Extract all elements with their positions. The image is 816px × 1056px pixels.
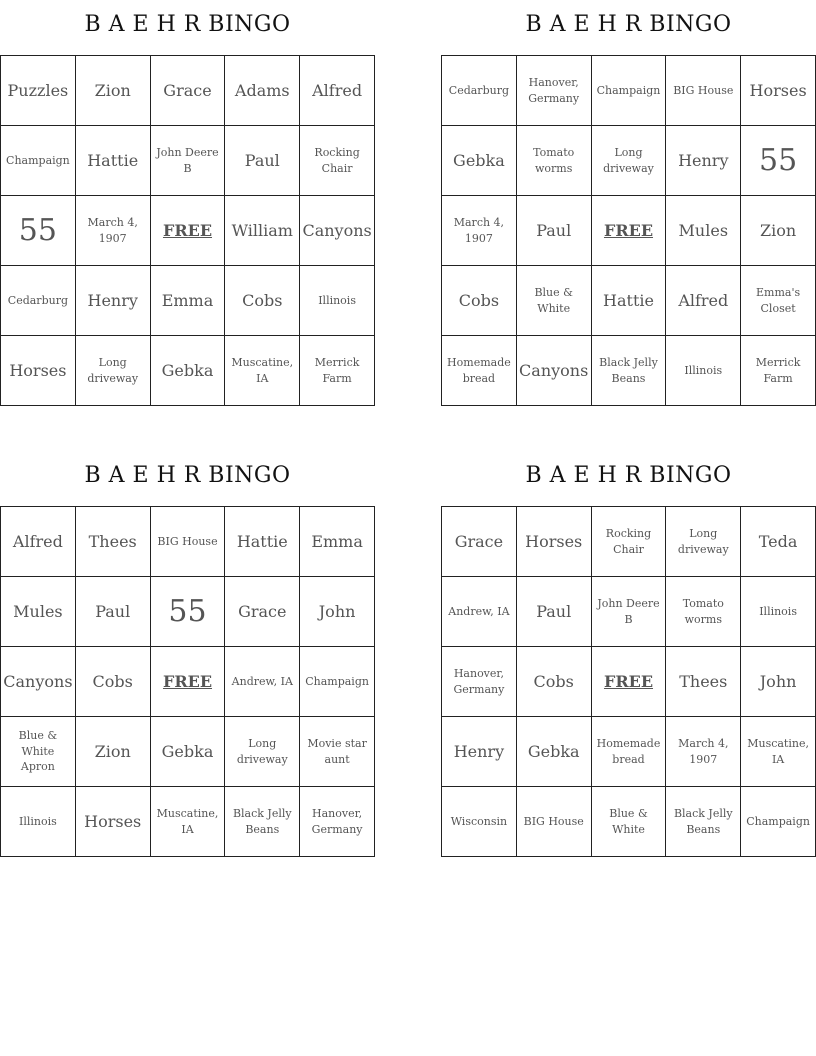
bingo-cell: Cedarburg: [442, 56, 517, 126]
card-title: B A E H R BINGO: [84, 12, 291, 37]
bingo-cell: Wisconsin: [442, 787, 517, 857]
free-space: FREE: [151, 647, 226, 717]
bingo-cell: Cobs: [225, 266, 300, 336]
bingo-cell: March 4, 1907: [666, 717, 741, 787]
bingo-cell: Black Jelly Beans: [592, 336, 667, 406]
bingo-cell: Black Jelly Beans: [666, 787, 741, 857]
bingo-cell: Emma: [151, 266, 226, 336]
bingo-cell: March 4, 1907: [76, 196, 151, 266]
card-title: B A E H R BINGO: [84, 463, 291, 488]
bingo-cell: Thees: [666, 647, 741, 717]
bingo-cell: Emma: [300, 507, 375, 577]
bingo-cell: Cobs: [442, 266, 517, 336]
bingo-cell: Champaign: [741, 787, 816, 857]
bingo-cell: Champaign: [592, 56, 667, 126]
bingo-cell: 55: [151, 577, 226, 647]
bingo-cell: Illinois: [1, 787, 76, 857]
bingo-cell: Long driveway: [76, 336, 151, 406]
bingo-cell: Rocking Chair: [592, 507, 667, 577]
bingo-cell: Gebka: [517, 717, 592, 787]
bingo-cell: Blue & White: [517, 266, 592, 336]
bingo-cell: John: [300, 577, 375, 647]
bingo-cell: 55: [1, 196, 76, 266]
bingo-cell: Horses: [1, 336, 76, 406]
bingo-cell: Gebka: [151, 336, 226, 406]
bingo-cell: Muscatine, IA: [151, 787, 226, 857]
free-space: FREE: [592, 647, 667, 717]
bingo-cell: Grace: [225, 577, 300, 647]
bingo-cell: Muscatine, IA: [741, 717, 816, 787]
bingo-cell: Gebka: [151, 717, 226, 787]
bingo-grid: [441, 55, 816, 406]
card-title: B A E H R BINGO: [525, 12, 732, 37]
bingo-cell: Hanover, Germany: [517, 56, 592, 126]
bingo-cell: Blue & White Apron: [1, 717, 76, 787]
bingo-cell: Paul: [517, 196, 592, 266]
bingo-cell: Blue & White: [592, 787, 667, 857]
bingo-cell: Rocking Chair: [300, 126, 375, 196]
bingo-cell: March 4, 1907: [442, 196, 517, 266]
bingo-cell: Canyons: [517, 336, 592, 406]
bingo-cell: Merrick Farm: [741, 336, 816, 406]
bingo-cell: Teda: [741, 507, 816, 577]
bingo-cell: Grace: [151, 56, 226, 126]
bingo-cell: Grace: [442, 507, 517, 577]
bingo-cell: Long driveway: [666, 507, 741, 577]
bingo-cell: Paul: [76, 577, 151, 647]
bingo-cell: Champaign: [1, 126, 76, 196]
bingo-cell: William: [225, 196, 300, 266]
bingo-cell: Illinois: [741, 577, 816, 647]
bingo-cell: Alfred: [666, 266, 741, 336]
bingo-cell: Adams: [225, 56, 300, 126]
bingo-cell: Gebka: [442, 126, 517, 196]
bingo-cell: Illinois: [666, 336, 741, 406]
bingo-cell: John: [741, 647, 816, 717]
bingo-grid: [0, 55, 375, 406]
bingo-cell: Muscatine, IA: [225, 336, 300, 406]
bingo-cell: Canyons: [300, 196, 375, 266]
bingo-cell: Andrew, IA: [442, 577, 517, 647]
bingo-cell: John Deere B: [592, 577, 667, 647]
bingo-cell: Hanover, Germany: [442, 647, 517, 717]
bingo-cell: Mules: [666, 196, 741, 266]
bingo-cell: Horses: [517, 507, 592, 577]
bingo-cell: Black Jelly Beans: [225, 787, 300, 857]
bingo-cell: Long driveway: [592, 126, 667, 196]
bingo-cell: Thees: [76, 507, 151, 577]
bingo-cell: Alfred: [1, 507, 76, 577]
bingo-cell: 55: [741, 126, 816, 196]
bingo-cell: Horses: [741, 56, 816, 126]
bingo-cell: Tomato worms: [666, 577, 741, 647]
bingo-cell: Puzzles: [1, 56, 76, 126]
bingo-cell: Hattie: [76, 126, 151, 196]
bingo-cell: Canyons: [1, 647, 76, 717]
bingo-cell: Cedarburg: [1, 266, 76, 336]
bingo-cell: Alfred: [300, 56, 375, 126]
bingo-cell: John Deere B: [151, 126, 226, 196]
bingo-cell: Paul: [225, 126, 300, 196]
bingo-cell: Henry: [76, 266, 151, 336]
bingo-cell: Cobs: [517, 647, 592, 717]
bingo-cell: BIG House: [151, 507, 226, 577]
bingo-cell: Merrick Farm: [300, 336, 375, 406]
bingo-cell: Homemade bread: [442, 336, 517, 406]
bingo-cell: Illinois: [300, 266, 375, 336]
bingo-cell: Zion: [741, 196, 816, 266]
bingo-cell: Zion: [76, 717, 151, 787]
bingo-cell: Movie star aunt: [300, 717, 375, 787]
free-space: FREE: [592, 196, 667, 266]
bingo-cell: Mules: [1, 577, 76, 647]
bingo-cell: Tomato worms: [517, 126, 592, 196]
bingo-cell: Andrew, IA: [225, 647, 300, 717]
bingo-cell: Zion: [76, 56, 151, 126]
bingo-grid: [441, 506, 816, 857]
bingo-cell: Champaign: [300, 647, 375, 717]
bingo-cell: Horses: [76, 787, 151, 857]
free-space: FREE: [151, 196, 226, 266]
bingo-cell: Hattie: [592, 266, 667, 336]
card-title: B A E H R BINGO: [525, 463, 732, 488]
bingo-grid: [0, 506, 375, 857]
bingo-cell: Hattie: [225, 507, 300, 577]
bingo-cell: Emma's Closet: [741, 266, 816, 336]
bingo-cell: Henry: [442, 717, 517, 787]
bingo-cell: Hanover, Germany: [300, 787, 375, 857]
bingo-cell: BIG House: [517, 787, 592, 857]
bingo-cell: Homemade bread: [592, 717, 667, 787]
bingo-cell: Henry: [666, 126, 741, 196]
bingo-cell: Cobs: [76, 647, 151, 717]
bingo-cell: Long driveway: [225, 717, 300, 787]
bingo-cell: BIG House: [666, 56, 741, 126]
bingo-cell: Paul: [517, 577, 592, 647]
